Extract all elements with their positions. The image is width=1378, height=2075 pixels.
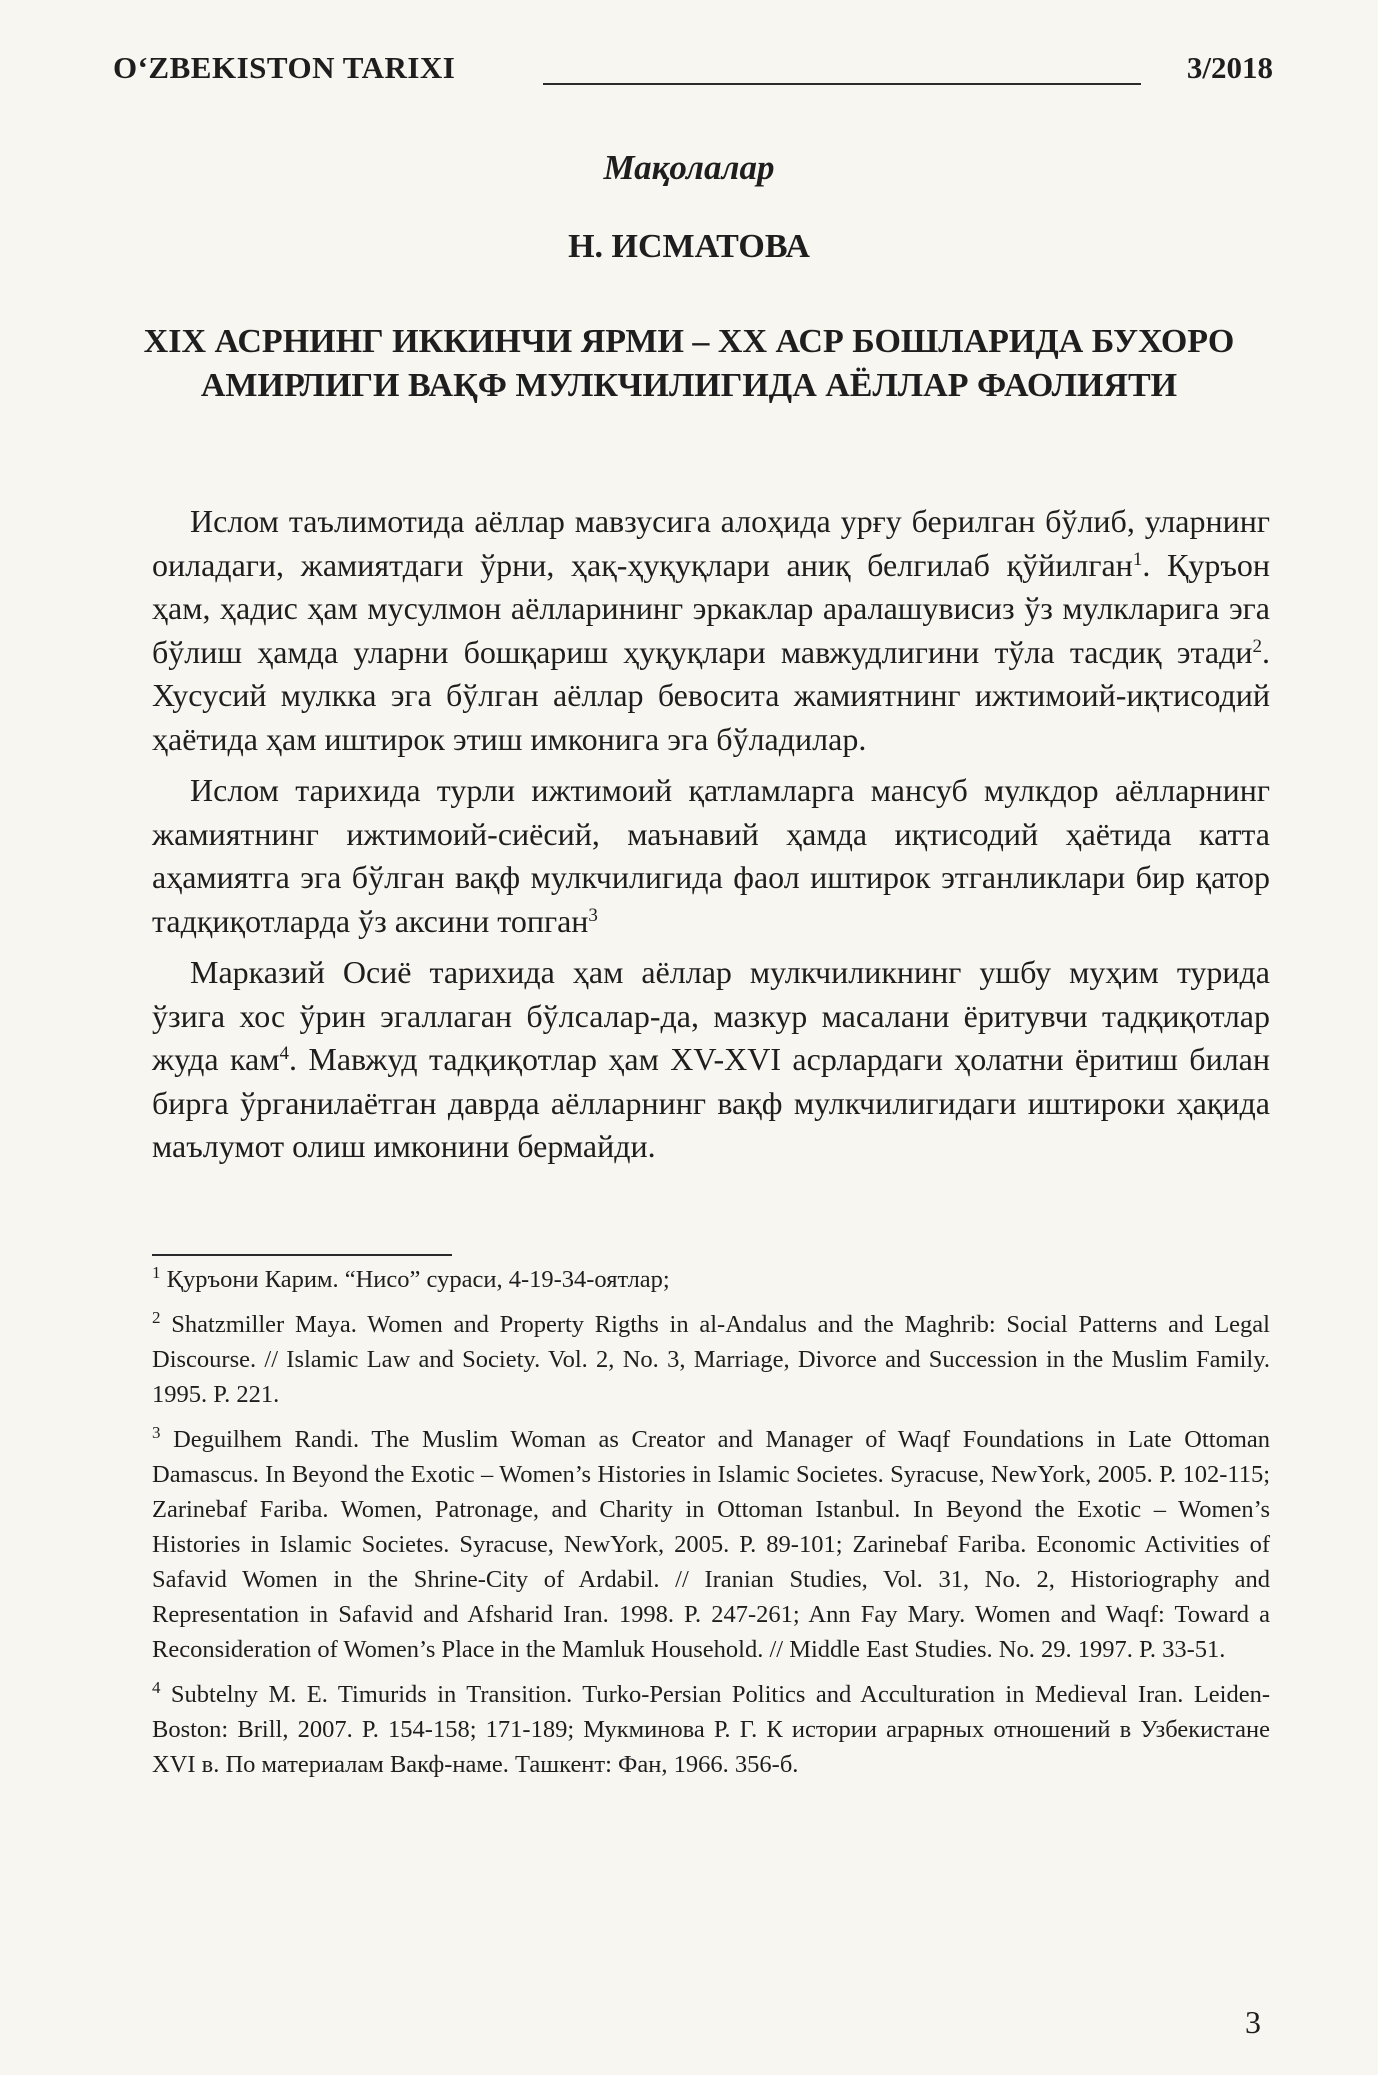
issue-number: 3/2018	[1186, 50, 1273, 85]
footnote-2	[152, 1307, 1270, 1412]
article-title: XIX АСРНИНГ ИККИНЧИ ЯРМИ – XX АСР БОШЛАРИДА БУХОРО АМИРЛИГИ ВАҚФ МУЛКЧИЛИГИДА АЁЛЛАР ФАОЛИЯТИ	[143, 323, 1235, 404]
journal-name: O‘ZBEKISTON TARIXI	[113, 50, 456, 85]
footnote-text: Қуръони Карим. “Нисо” сураси, 4-19-34-оятлар;	[166, 1266, 670, 1293]
paragraph-text: . Хусусий мулкка эга бўлган аёллар бевосита жамиятнинг ижтимоий-иқтисодий ҳаётида ҳам иштирок этиш имконига эга бўладилар.	[152, 633, 1270, 757]
footnote-number: 4	[152, 1678, 161, 1697]
article-body	[152, 500, 1270, 1177]
page-number: 3	[1245, 2004, 1261, 2040]
running-header	[113, 50, 1273, 94]
footnote-number: 1	[152, 1263, 161, 1282]
footnote-ref-2: 2	[1252, 635, 1262, 657]
body-paragraph-1	[152, 500, 1270, 761]
footnote-1	[152, 1262, 1270, 1297]
section-title: Мақолалар	[603, 148, 775, 187]
footnote-rule	[152, 1254, 452, 1256]
paragraph-text: Ислом тарихида турли ижтимоий қатламларга мансуб мулкдор аёлларнинг жамиятнинг ижтимоий-сиёсий, маънавий ҳамда иқтисодий ҳаётида катта аҳамиятга эга бўлган вақф мулкчилигида фаол иштирок этганликлари бир қатор тадқиқотларда ўз аксини топган	[152, 772, 1270, 939]
footnote-3	[152, 1422, 1270, 1667]
body-paragraph-2	[152, 769, 1270, 943]
paragraph-text: Марказий Осиё тарихида ҳам аёллар мулкчиликнинг ушбу муҳим турида ўзига хос ўрин эгаллаган бўлсалар-да, мазкур масалани ёритувчи тадқиқотлар жуда кам	[152, 954, 1270, 1077]
footnote-text: Deguilhem Randi. The Muslim Woman as Creator and Manager of Waqf Foundations in Late Ottoman Damascus. In Beyond the Exotic – Women’s Histories in Islamic Societes. Syracuse, NewYork, 2005. P. 102-115; Zarinebaf Fariba. Women, Patronage, and Charity in Ottoman Istanbul. In Beyond the Exotic – Women’s Histories in Islamic Societes. Syracuse, NewYork, 2005. P. 89-101; Zarinebaf Fariba. Economic Activities of Safavid Women in the Shrine-City of Ardabil. // Iranian Studies, Vol. 31, No. 2, Historiography and Representation in Safavid and Afsharid Iran. 1998. P. 247-261; Ann Fay Mary. Women and Waqf: Toward a Reconsideration of Women’s Place in the Mamluk Household. // Middle East Studies. No. 29. 1997. P. 33-51.	[152, 1426, 1270, 1663]
footnote-number: 3	[152, 1423, 161, 1442]
paragraph-text: . Қуръон ҳам, ҳадис ҳам мусулмон аёлларининг эркаклар аралашувисиз ўз мулкларига эга бўлиш ҳамда уларни бошқариш ҳуқуқлари мавжудлигини тўла тасдиқ этади	[152, 546, 1271, 670]
footnote-ref-4: 4	[279, 1043, 289, 1064]
paragraph-text: Ислом таълимотида аёллар мавзусига алоҳида урғу берилган бўлиб, уларнинг оиладаги, жамиятдаги ўрни, ҳақ-ҳуқуқлари аниқ белгилаб қўйилган	[152, 503, 1270, 583]
footnote-ref-1: 1	[1132, 548, 1143, 570]
author-name: Н. ИСМАТОВА	[568, 228, 810, 265]
footnote-text: Shatzmiller Maya. Women and Property Rigths in al-Andalus and the Maghrib: Social Patterns and Legal Discourse. // Islamic Law and Society. Vol. 2, No. 3, Marriage, Divorce and Succession in the Muslim Family. 1995. P. 221.	[152, 1311, 1270, 1408]
footnotes	[152, 1262, 1270, 1792]
footnote-number: 2	[152, 1308, 161, 1327]
footnote-4	[152, 1677, 1270, 1782]
footnote-ref-3: 3	[588, 904, 598, 926]
header-rule	[543, 83, 1141, 85]
body-paragraph-3	[152, 951, 1270, 1169]
footnote-text: Subtelny M. E. Timurids in Transition. Turko-Persian Politics and Acculturation in Medieval Iran. Leiden-Boston: Brill, 2007. P. 154-158; 171-189; Мукминова Р. Г. К истории аграрных отношений в Узбекистане XVI в. По материалам Вакф-наме. Ташкент: Фан, 1966. 356-б.	[152, 1681, 1270, 1778]
paragraph-text: . Мавжуд тадқиқотлар ҳам XV-XVI асрлардаги ҳолатни ёритиш билан бирга ўрганилаётган даврда аёлларнинг вақф мулкчилигидаги иштироки ҳақида маълумот олиш имконини бермайди.	[152, 1041, 1271, 1164]
